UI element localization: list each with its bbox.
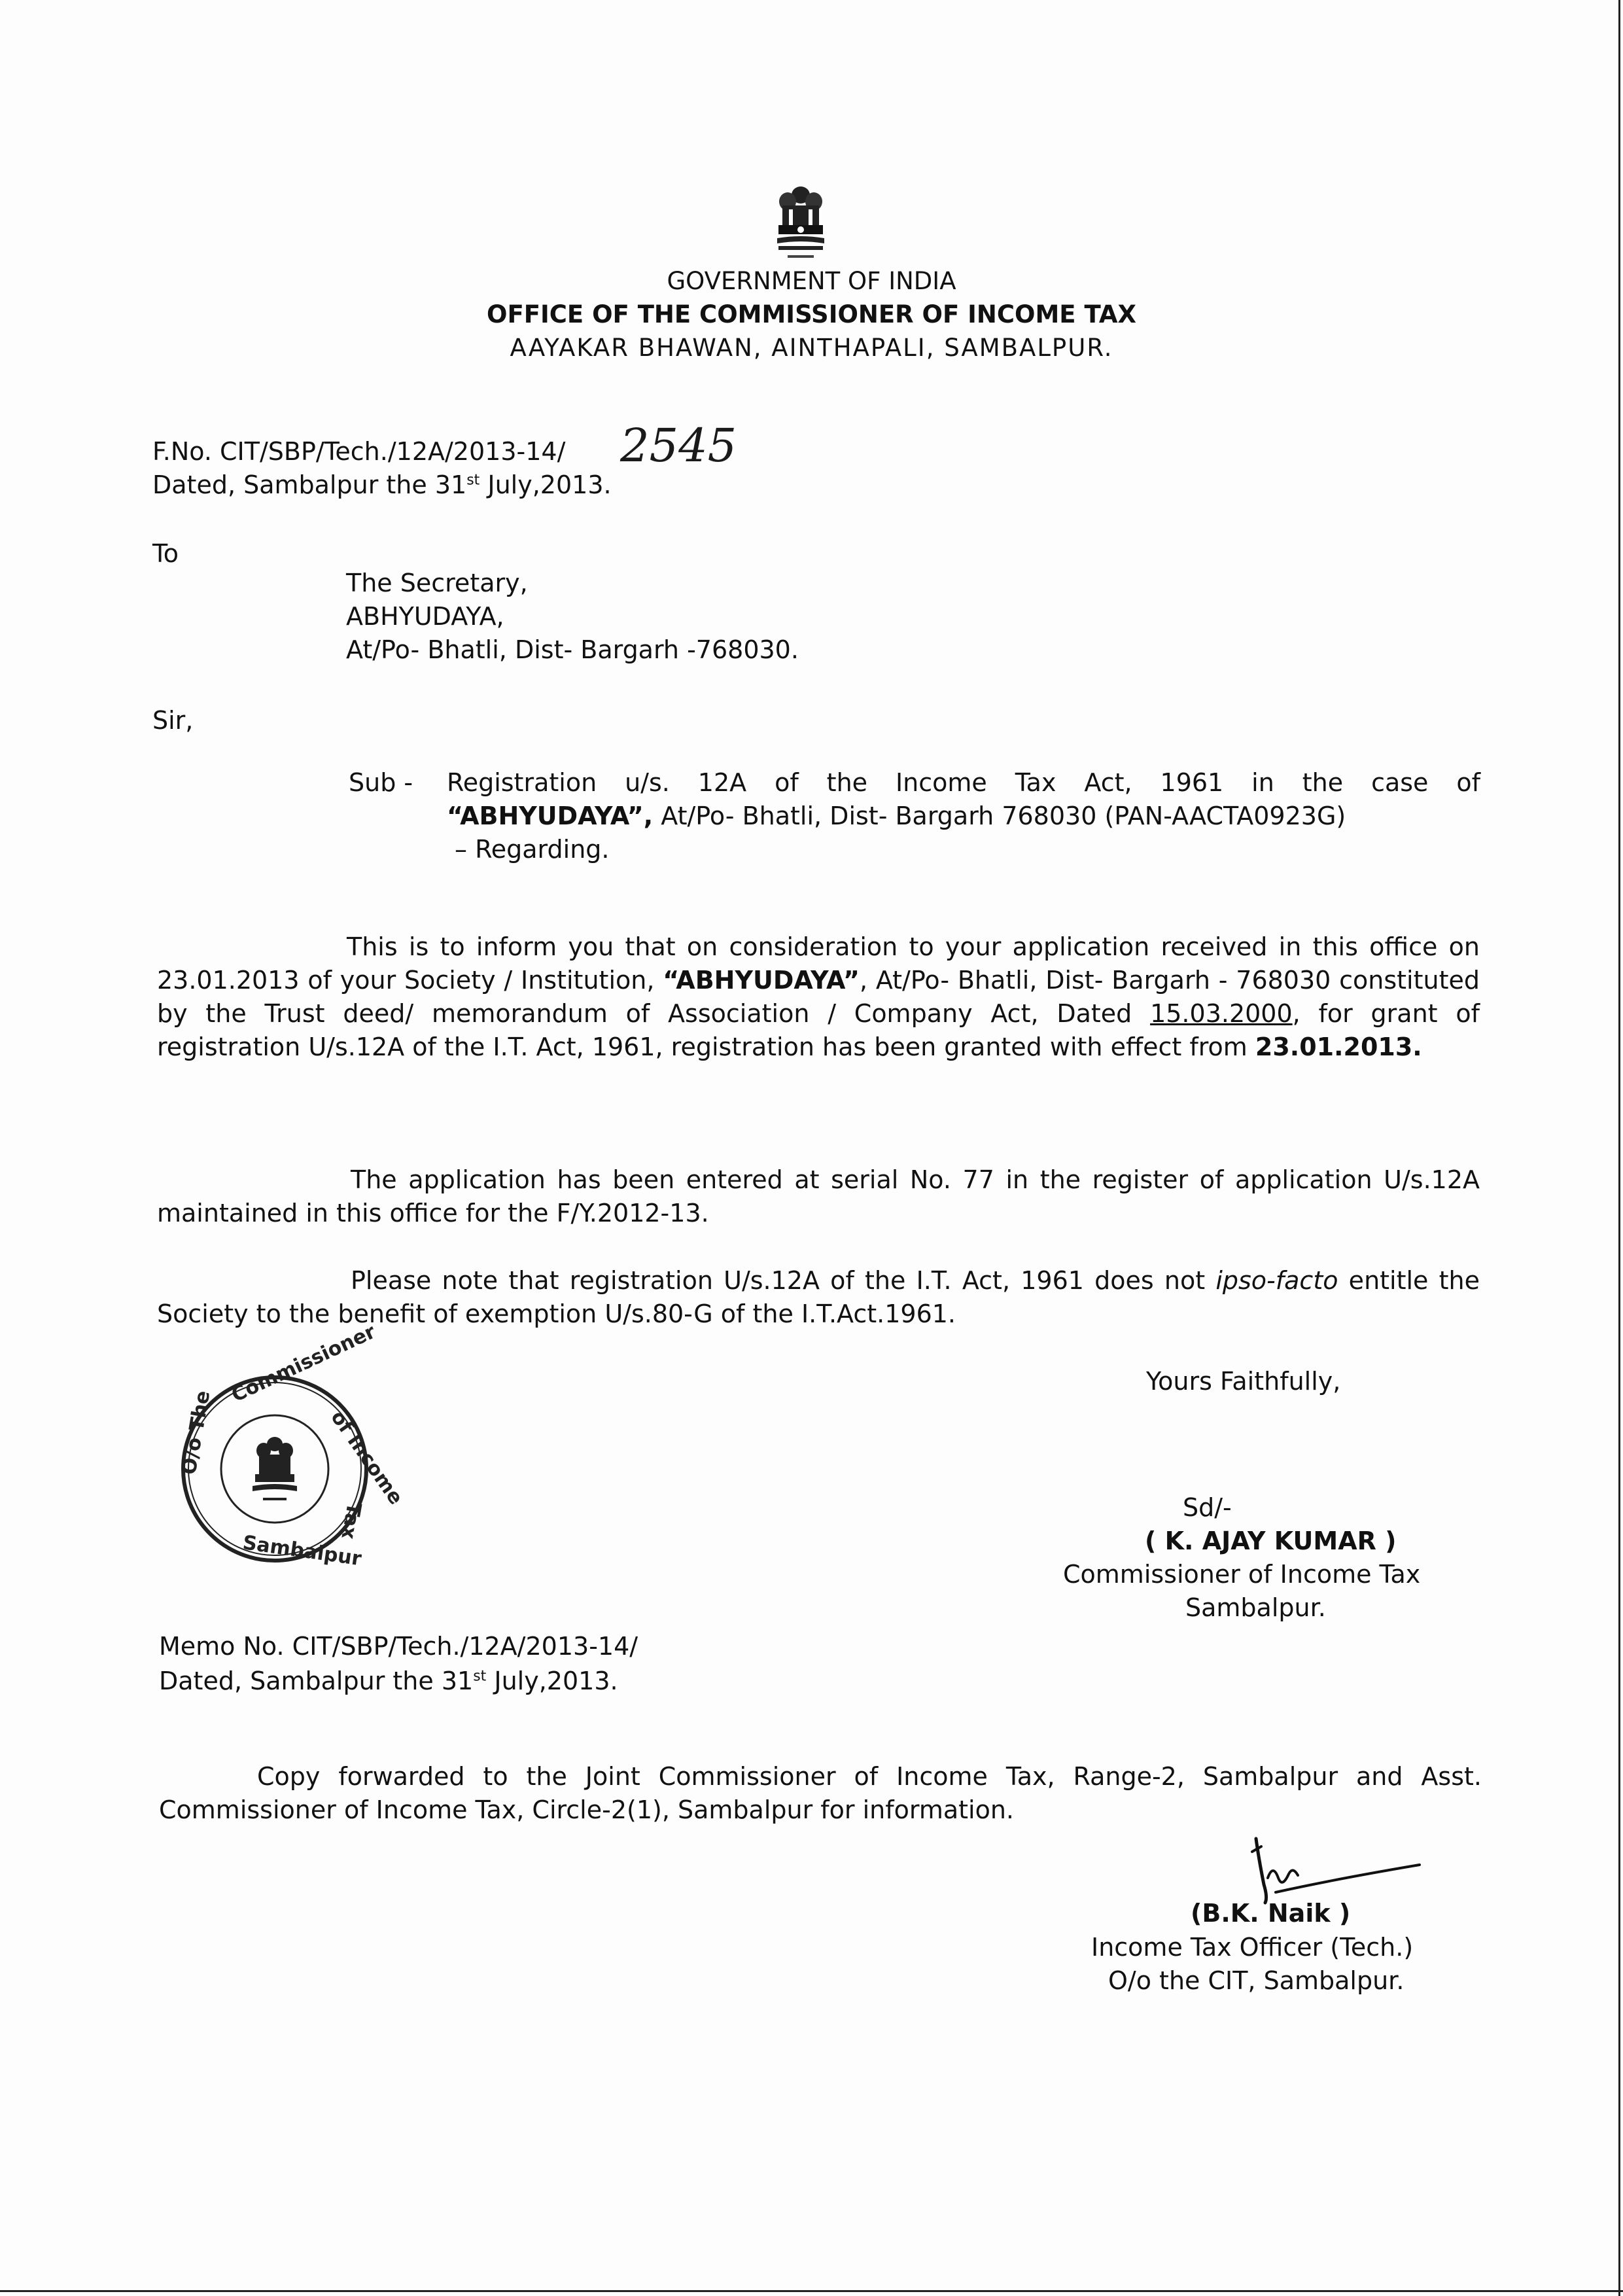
header-line-3: AAYAKAR BHAWAN, AINTHAPALI, SAMBALPUR. xyxy=(510,334,1113,362)
signatory-name: ( K. AJAY KUMAR ) xyxy=(1145,1527,1397,1555)
addressee-line-1: The Secretary, xyxy=(346,569,528,597)
signatory-designation: Commissioner of Income Tax xyxy=(1063,1560,1421,1589)
subject-line-1: Registration u/s. 12A of the Income Tax Act, 1961 in the case of xyxy=(447,768,1480,797)
header-line-2: OFFICE OF THE COMMISSIONER OF INCOME TAX xyxy=(487,300,1136,328)
national-emblem-icon xyxy=(769,175,832,267)
officer-name: (B.K. Naik ) xyxy=(1191,1899,1351,1928)
copy-forwarded-paragraph: Copy forwarded to the Joint Commissioner of Income Tax, Range-2, Sambalpur and Asst. Commissioner of Income Tax, Circle-2(1), Sambalpur for information. xyxy=(159,1762,1482,1824)
subject-line-2: “ABHYUDAYA”, At/Po- Bhatli, Dist- Bargarh 768030 (PAN-AACTA0923G) xyxy=(447,802,1346,830)
subject-label: Sub - xyxy=(349,768,413,797)
memo-number: Memo No. CIT/SBP/Tech./12A/2013-14/ xyxy=(159,1632,638,1661)
sd-mark: Sd/- xyxy=(1183,1493,1232,1522)
file-number: F.No. CIT/SBP/Tech./12A/2013-14/ xyxy=(152,437,566,466)
office-seal-stamp xyxy=(177,1320,408,1571)
addressee-line-2: ABHYUDAYA, xyxy=(346,602,504,631)
addressee-line-3: At/Po- Bhatli, Dist- Bargarh -768030. xyxy=(346,635,799,664)
dated-line: Dated, Sambalpur the 31st July,2013. xyxy=(152,470,612,499)
handwritten-number: 2545 xyxy=(620,419,737,472)
salutation: Sir, xyxy=(152,706,194,735)
memo-dated-line: Dated, Sambalpur the 31st July,2013. xyxy=(159,1667,618,1695)
svg-text:O/o The: O/o The xyxy=(177,1388,215,1477)
svg-text:Commissioner: Commissioner xyxy=(228,1320,379,1407)
officer-office: O/o the CIT, Sambalpur. xyxy=(1108,1966,1405,1995)
svg-text:Sambalpur: Sambalpur xyxy=(241,1531,363,1571)
bottom-edge-line xyxy=(0,2290,1623,2292)
header-line-1: GOVERNMENT OF INDIA xyxy=(667,267,956,295)
to-label: To xyxy=(152,539,179,568)
svg-text:Tax: Tax xyxy=(336,1500,366,1542)
officer-designation: Income Tax Officer (Tech.) xyxy=(1091,1933,1414,1962)
signatory-place: Sambalpur. xyxy=(1185,1593,1326,1622)
body-paragraph-2: The application has been entered at serial No. 77 in the register of application U/s.12A maintained in this office for the F/Y.2012-13. xyxy=(157,1165,1480,1227)
subject-line-3: – Regarding. xyxy=(455,835,610,864)
yours-faithfully: Yours Faithfully, xyxy=(1146,1367,1341,1396)
svg-text:of Income: of Income xyxy=(326,1406,408,1510)
body-paragraph-3: Please note that registration U/s.12A of the I.T. Act, 1961 does not ipso-facto entitle the Society to the benefit of exemption U/s.80-G of the I.T.Act.1961. xyxy=(157,1266,1480,1328)
body-paragraph-1: This is to inform you that on consideration to your application received in this office on 23.01.2013 of your Society / Institution, “ABHYUDAYA”, At/Po- Bhatli, Dist- Bargarh - 768030 constituted by the Trust deed/ memorandum of Association / Company Act, Dated 15.03.2000, for grant of registration U/s.12A of the I.T. Act, 1961, registration has been granted with effect from 23.01.2013. xyxy=(157,932,1480,1061)
